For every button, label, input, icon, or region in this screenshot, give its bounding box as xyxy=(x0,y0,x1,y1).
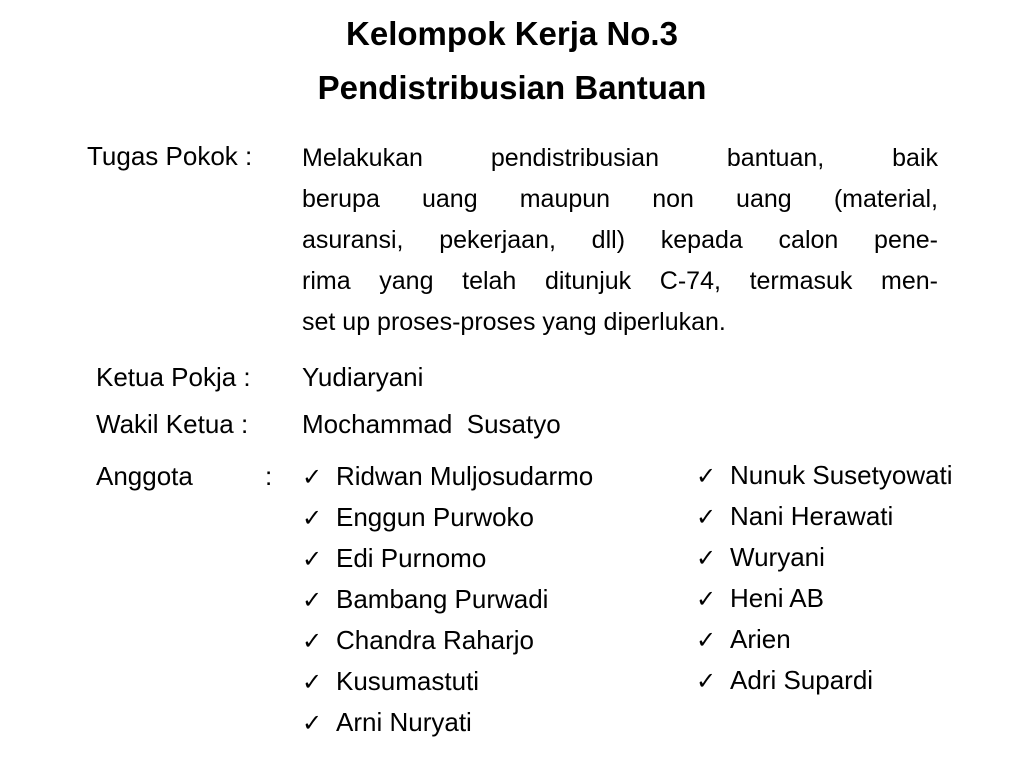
member-name: Nunuk Susetyowati xyxy=(730,460,953,490)
checkmark-icon: ✓ xyxy=(696,545,717,572)
description-line: Melakukan pendistribusian bantuan, baik xyxy=(302,144,938,172)
list-item xyxy=(696,496,953,537)
wakil-ketua-label: Wakil Ketua : xyxy=(96,409,249,439)
checkmark-icon: ✓ xyxy=(696,668,717,695)
list-item xyxy=(696,578,953,619)
list-item xyxy=(302,661,593,702)
checkmark-icon: ✓ xyxy=(696,463,717,490)
checkmark-icon: ✓ xyxy=(696,627,717,654)
member-name: Edi Purnomo xyxy=(336,543,487,573)
list-item xyxy=(302,702,593,743)
wakil-ketua-value: Mochammad Susatyo xyxy=(302,409,561,439)
anggota-colon: : xyxy=(265,461,273,491)
list-item xyxy=(696,537,953,578)
member-name: Kusumastuti xyxy=(336,666,480,696)
member-name: Wuryani xyxy=(730,542,825,572)
tugas-pokok-label: Tugas Pokok : xyxy=(87,141,253,171)
member-name: Arni Nuryati xyxy=(336,707,472,737)
description-line: berupa uang maupun non uang (material, xyxy=(302,185,938,213)
checkmark-icon: ✓ xyxy=(302,710,323,737)
checkmark-icon: ✓ xyxy=(302,546,323,573)
ketua-pokja-value: Yudiaryani xyxy=(302,362,424,392)
page-subtitle: Pendistribusian Bantuan xyxy=(317,69,707,106)
checkmark-icon: ✓ xyxy=(302,505,323,532)
member-name: Nani Herawati xyxy=(730,501,894,531)
member-list-right xyxy=(696,455,953,701)
list-item xyxy=(302,497,593,538)
list-item xyxy=(302,620,593,661)
list-item xyxy=(696,455,953,496)
member-name: Chandra Raharjo xyxy=(336,625,535,655)
list-item xyxy=(302,538,593,579)
member-list-left xyxy=(302,456,593,743)
description-line: set up proses-proses yang diperlukan. xyxy=(302,308,726,336)
member-name: Adri Supardi xyxy=(730,665,874,695)
member-name: Arien xyxy=(730,624,791,654)
description-line: rima yang telah ditunjuk C-74, termasuk men- xyxy=(302,267,938,295)
checkmark-icon: ✓ xyxy=(302,628,323,655)
list-item xyxy=(696,619,953,660)
list-item xyxy=(302,456,593,497)
page-title: Kelompok Kerja No.3 xyxy=(346,15,678,52)
checkmark-icon: ✓ xyxy=(696,504,717,531)
member-name: Bambang Purwadi xyxy=(336,584,549,614)
checkmark-icon: ✓ xyxy=(302,669,323,696)
checkmark-icon: ✓ xyxy=(696,586,717,613)
description-line: asuransi, pekerjaan, dll) kepada calon pene- xyxy=(302,226,938,254)
list-item xyxy=(302,579,593,620)
member-name: Enggun Purwoko xyxy=(336,502,535,532)
checkmark-icon: ✓ xyxy=(302,587,323,614)
ketua-pokja-label: Ketua Pokja : xyxy=(96,362,251,392)
member-name: Heni AB xyxy=(730,583,824,613)
tugas-pokok-description xyxy=(302,138,938,343)
anggota-label: Anggota xyxy=(96,461,193,491)
list-item xyxy=(696,660,953,701)
member-name: Ridwan Muljosudarmo xyxy=(336,461,594,491)
checkmark-icon: ✓ xyxy=(302,464,323,491)
